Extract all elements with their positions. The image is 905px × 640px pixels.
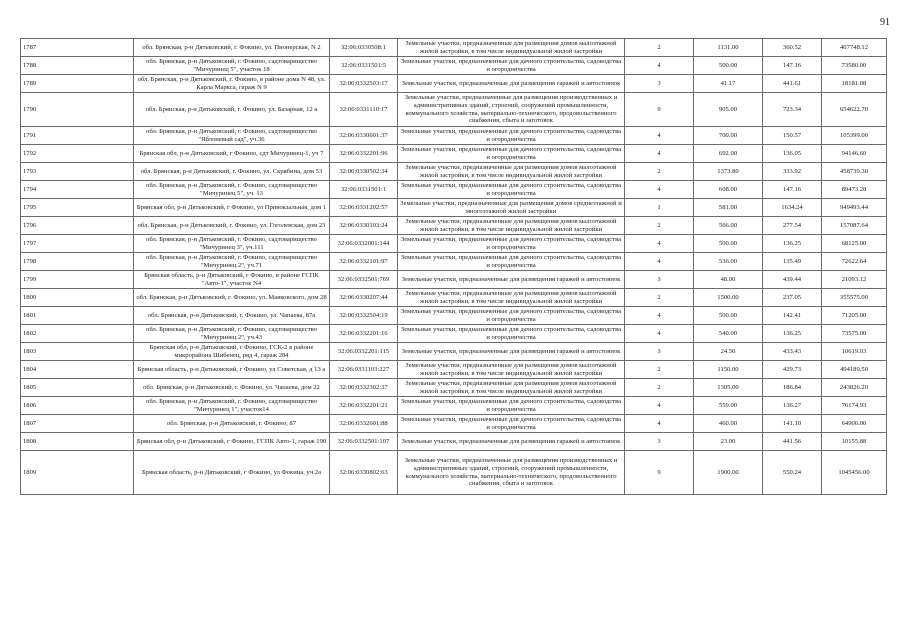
row-area: 24.50 [694, 343, 763, 361]
row-land-purpose: Земельные участки, предназначенные для размещения гаражей и автостоянок [398, 75, 625, 93]
row-cadastral-value: 94146.60 [822, 145, 887, 163]
row-number: 1801 [21, 307, 134, 325]
row-cadastral-value: 1045456.00 [822, 451, 887, 495]
row-address: обл. Брянская, р-н Дятьковский, г. Фокино, ул. Гоголевская, дом 23 [134, 217, 330, 235]
row-category: 4 [625, 325, 694, 343]
row-address: обл. Брянская, р-н Дятьковский, г. Фокино, садтоварищество "Мичуринец 2", уч.43 [134, 325, 330, 343]
row-number: 1792 [21, 145, 134, 163]
row-number: 1788 [21, 57, 134, 75]
row-land-purpose: Земельные участки, предназначенные для дачного строительства, садоводства и огородничества [398, 57, 625, 75]
row-cadastral-number: 32:06:0332601:88 [330, 415, 398, 433]
row-address: обл. Брянская, р-н Дятьковский, г. Фокино, садтоварищество "Мичуринец 5", уч. 13 [134, 181, 330, 199]
row-area: 1131.00 [694, 39, 763, 57]
row-cadastral-number: 32:06:0330802:63 [330, 451, 398, 495]
table-row [21, 289, 887, 307]
row-area: 566.00 [694, 217, 763, 235]
row-cadastral-value: 407748.12 [822, 39, 887, 57]
row-category: 2 [625, 163, 694, 181]
row-land-purpose: Земельные участки, предназначенные для размещения производственных и административных зданий, строений, сооружений промышленности, коммунального хозяйства, материально-технического, продовольственного снабжения, сбыта и заготовок [398, 93, 625, 127]
row-land-purpose: Земельные участки, предназначенные для размещения гаражей и автостоянок [398, 343, 625, 361]
row-land-purpose: Земельные участки, предназначенные для размещения домов малоэтажной жилой застройки, в том числе индивидуальной жилой застройки [398, 163, 625, 181]
row-cadastral-value: 458739.30 [822, 163, 887, 181]
row-unit-value: 136.05 [763, 145, 822, 163]
row-number: 1805 [21, 379, 134, 397]
row-category: 2 [625, 361, 694, 379]
row-category: 9 [625, 451, 694, 495]
row-address: обл. Брянская, р-н Дятьковский, г. Фокино, ул. Чапаева, дом 22 [134, 379, 330, 397]
row-number: 1791 [21, 127, 134, 145]
row-address: Брянская область, р-н Дятьковский, г Фокино, в районе ГСПК "Авто-1", участок N4 [134, 271, 330, 289]
row-cadastral-value: 243826.20 [822, 379, 887, 397]
row-cadastral-value: 10155.88 [822, 433, 887, 451]
row-number: 1802 [21, 325, 134, 343]
row-area: 500.00 [694, 235, 763, 253]
row-category: 9 [625, 93, 694, 127]
row-unit-value: 237.05 [763, 289, 822, 307]
table-row [21, 325, 887, 343]
page-number: 91 [880, 17, 890, 28]
row-unit-value: 141.10 [763, 415, 822, 433]
row-area: 700.00 [694, 127, 763, 145]
row-category: 4 [625, 397, 694, 415]
row-area: 608.00 [694, 181, 763, 199]
table-row [21, 361, 887, 379]
row-cadastral-number: 32:06:0332201:16 [330, 325, 398, 343]
row-land-purpose: Земельные участки, предназначенные для дачного строительства, садоводства и огородничества [398, 397, 625, 415]
row-cadastral-number: 32:06:0332001:144 [330, 235, 398, 253]
table-row [21, 415, 887, 433]
row-area: 536.00 [694, 253, 763, 271]
table-row [21, 253, 887, 271]
row-cadastral-value: 73580.00 [822, 57, 887, 75]
row-area: 500.00 [694, 307, 763, 325]
row-cadastral-number: 32:06:0330207:44 [330, 289, 398, 307]
table-row [21, 93, 887, 127]
row-cadastral-number: 32:06:0331103:227 [330, 361, 398, 379]
row-unit-value: 429.73 [763, 361, 822, 379]
row-address: обл. Брянская, р-н Дятьковский, г. Фокино, ул. Чапаева, 87а [134, 307, 330, 325]
row-area: 500.00 [694, 57, 763, 75]
table-row [21, 379, 887, 397]
row-unit-value: 150.57 [763, 127, 822, 145]
row-number: 1807 [21, 415, 134, 433]
row-number: 1793 [21, 163, 134, 181]
row-area: 1900.00 [694, 451, 763, 495]
row-area: 1373.80 [694, 163, 763, 181]
row-land-purpose: Земельные участки, предназначенные для размещения домов малоэтажной жилой застройки, в том числе индивидуальной жилой застройки [398, 379, 625, 397]
row-cadastral-number: 32:06:0332201:21 [330, 397, 398, 415]
row-cadastral-number: 32:06:0332201:96 [330, 145, 398, 163]
row-land-purpose: Земельные участки, предназначенные для размещения гаражей и автостоянок [398, 271, 625, 289]
row-cadastral-number: 32:06:0332501:769 [330, 271, 398, 289]
row-category: 2 [625, 217, 694, 235]
row-unit-value: 147.16 [763, 57, 822, 75]
row-category: 4 [625, 181, 694, 199]
row-land-purpose: Земельные участки, предназначенные для размещения домов малоэтажной жилой застройки, в том числе индивидуальной жилой застройки [398, 39, 625, 57]
row-area: 460.00 [694, 415, 763, 433]
row-land-purpose: Земельные участки, предназначенные для размещения производственных и административных зданий, строений, сооружений промышленности, коммунального хозяйства, материально-технического, продовольственного снабжения, сбыта и заготовок [398, 451, 625, 495]
row-land-purpose: Земельные участки, предназначенные для дачного строительства, садоводства и огородничества [398, 181, 625, 199]
table-body [21, 39, 887, 495]
row-number: 1799 [21, 271, 134, 289]
row-address: обл. Брянская, р-н Дятьковский, г. Фокино, ул. Маяковского, дом 28 [134, 289, 330, 307]
row-unit-value: 147.16 [763, 181, 822, 199]
row-address: Брянская обл, р-н Дятьковский, г Фокино, ул Привокзальная, дом 1 [134, 199, 330, 217]
row-number: 1809 [21, 451, 134, 495]
row-category: 1 [625, 199, 694, 217]
row-address: Брянская область, р-н Дятьковский, г Фокино, ул Советская, д 13 а [134, 361, 330, 379]
row-number: 1804 [21, 361, 134, 379]
row-area: 1150.00 [694, 361, 763, 379]
row-address: обл. Брянская, р-н Дятьковский, г. Фокино, садтоварищество "Мичуринец 3", уч.111 [134, 235, 330, 253]
row-cadastral-value: 157087.64 [822, 217, 887, 235]
table-row [21, 397, 887, 415]
row-cadastral-number: 32:06:0331110:17 [330, 93, 398, 127]
row-area: 559.00 [694, 397, 763, 415]
row-land-purpose: Земельные участки, предназначенные для размещения домов малоэтажной жилой застройки, в том числе индивидуальной жилой застройки [398, 289, 625, 307]
row-category: 4 [625, 57, 694, 75]
row-number: 1787 [21, 39, 134, 57]
row-number: 1806 [21, 397, 134, 415]
row-category: 4 [625, 127, 694, 145]
row-land-purpose: Земельные участки, предназначенные для размещения домов малоэтажной жилой застройки, в том числе индивидуальной жилой застройки [398, 217, 625, 235]
row-land-purpose: Земельные участки, предназначенные для размещения домов малоэтажной жилой застройки, в том числе индивидуальной жилой застройки [398, 361, 625, 379]
row-address: Брянская обл, р-н Дятьковский, г Фокино, ГСК-2 в районе микрорайона Шибенец, ряд 4, гараж 284 [134, 343, 330, 361]
row-cadastral-number: 32:06:0332302:37 [330, 379, 398, 397]
table-row [21, 343, 887, 361]
row-land-purpose: Земельные участки, предназначенные для дачного строительства, садоводства и огородничества [398, 253, 625, 271]
row-cadastral-number: 32:06:0330103:24 [330, 217, 398, 235]
row-number: 1789 [21, 75, 134, 93]
row-category: 3 [625, 271, 694, 289]
table-row [21, 181, 887, 199]
row-unit-value: 1634.24 [763, 199, 822, 217]
row-cadastral-number: 32:06:0330601:37 [330, 127, 398, 145]
row-number: 1796 [21, 217, 134, 235]
table-row [21, 235, 887, 253]
row-number: 1798 [21, 253, 134, 271]
row-cadastral-value: 68125.00 [822, 235, 887, 253]
row-number: 1790 [21, 93, 134, 127]
row-address: Брянская область, р-н Дятьковский, г Фокино, ул Фокина, уч 2а [134, 451, 330, 495]
row-unit-value: 277.54 [763, 217, 822, 235]
row-category: 3 [625, 343, 694, 361]
row-cadastral-value: 89473.28 [822, 181, 887, 199]
row-cadastral-value: 71205.00 [822, 307, 887, 325]
table-row [21, 57, 887, 75]
table-row [21, 307, 887, 325]
row-cadastral-number: 32:06:0331501:5 [330, 57, 398, 75]
row-unit-value: 441.56 [763, 433, 822, 451]
row-unit-value: 136.25 [763, 235, 822, 253]
row-area: 1305.00 [694, 379, 763, 397]
row-cadastral-value: 76174.93 [822, 397, 887, 415]
row-category: 4 [625, 145, 694, 163]
row-cadastral-number: 32:06:0331501:1 [330, 181, 398, 199]
row-address: обл. Брянская, р-н Дятьковский, г. Фокино, ул. Пионерская, N 2 [134, 39, 330, 57]
row-area: 905.00 [694, 93, 763, 127]
table-row [21, 433, 887, 451]
row-land-purpose: Земельные участки, предназначенные для дачного строительства, садоводства и огородничества [398, 325, 625, 343]
row-category: 4 [625, 253, 694, 271]
row-area: 41.17 [694, 75, 763, 93]
row-category: 2 [625, 39, 694, 57]
row-cadastral-number: 32:06:0330502:34 [330, 163, 398, 181]
row-cadastral-value: 73575.00 [822, 325, 887, 343]
row-address: обл. Брянская, р-н Дятьковский, г. Фокино, в районе дома N 48, ул. Карла Маркса, гараж N 9 [134, 75, 330, 93]
row-cadastral-value: 105399.00 [822, 127, 887, 145]
table-row [21, 127, 887, 145]
table-row [21, 199, 887, 217]
row-category: 3 [625, 433, 694, 451]
row-land-purpose: Земельные участки, предназначенные для дачного строительства, садоводства и огородничества [398, 127, 625, 145]
row-land-purpose: Земельные участки, предназначенные для дачного строительства, садоводства и огородничества [398, 145, 625, 163]
row-area: 581.00 [694, 199, 763, 217]
row-address: обл. Брянская, р-н Дятьковский, г. Фокино, садтоварищество "Мичуринец 5", участок 18 [134, 57, 330, 75]
row-unit-value: 136.27 [763, 397, 822, 415]
row-cadastral-number: 32:06:0332101:97 [330, 253, 398, 271]
row-land-purpose: Земельные участки, предназначенные для размещения домов среднеэтажной и многоэтажной жилой застройки [398, 199, 625, 217]
row-cadastral-number: 32:06:0332501:107 [330, 433, 398, 451]
row-cadastral-number: 32:06:0332503:17 [330, 75, 398, 93]
table-row [21, 271, 887, 289]
row-unit-value: 723.34 [763, 93, 822, 127]
row-address: обл. Брянская, р-н Дятьковский, г. Фокино, садтоварищество "Мичуринец 1", участок14 [134, 397, 330, 415]
row-unit-value: 333.92 [763, 163, 822, 181]
row-land-purpose: Земельные участки, предназначенные для дачного строительства, садоводства и огородничества [398, 307, 625, 325]
row-unit-value: 135.49 [763, 253, 822, 271]
row-category: 4 [625, 307, 694, 325]
row-area: 1500.00 [694, 289, 763, 307]
row-category: 4 [625, 235, 694, 253]
table-row [21, 217, 887, 235]
row-land-purpose: Земельные участки, предназначенные для дачного строительства, садоводства и огородничества [398, 415, 625, 433]
row-cadastral-number: 32:06:0331202:57 [330, 199, 398, 217]
row-address: обл. Брянская, р-н Дятьковский, г. Фокино, 87 [134, 415, 330, 433]
row-cadastral-value: 64906.00 [822, 415, 887, 433]
row-cadastral-number: 32:06:0332201:115 [330, 343, 398, 361]
table-row [21, 145, 887, 163]
row-cadastral-value: 949493.44 [822, 199, 887, 217]
row-category: 2 [625, 289, 694, 307]
table-row [21, 75, 887, 93]
row-unit-value: 433.43 [763, 343, 822, 361]
row-category: 4 [625, 415, 694, 433]
row-unit-value: 439.44 [763, 271, 822, 289]
row-number: 1794 [21, 181, 134, 199]
cadastral-value-table [20, 38, 887, 495]
row-cadastral-value: 654622.70 [822, 93, 887, 127]
table-row [21, 451, 887, 495]
row-number: 1795 [21, 199, 134, 217]
row-address: Брянская обл, р-н Дятьковский, г Фокино, сдт Мичуринец-1, уч 7 [134, 145, 330, 163]
row-land-purpose: Земельные участки, предназначенные для дачного строительства, садоводства и огородничества [398, 235, 625, 253]
row-area: 692.00 [694, 145, 763, 163]
row-cadastral-value: 18181.08 [822, 75, 887, 93]
row-unit-value: 441.61 [763, 75, 822, 93]
row-category: 2 [625, 379, 694, 397]
row-address: обл. Брянская, р-н Дятьковский, г. Фокино, ул. Базарная, 12 а [134, 93, 330, 127]
row-cadastral-value: 72622.64 [822, 253, 887, 271]
table-row [21, 39, 887, 57]
row-number: 1808 [21, 433, 134, 451]
row-cadastral-value: 21093.12 [822, 271, 887, 289]
row-unit-value: 136.25 [763, 325, 822, 343]
row-address: Брянская обл, р-н Дятьковский, г Фокино, ГСПК Авто-1, гараж 190 [134, 433, 330, 451]
row-address: обл. Брянская, р-н Дятьковский, г. Фокино, садтоварищество "Яблоневый сад", уч.36 [134, 127, 330, 145]
row-cadastral-value: 355575.00 [822, 289, 887, 307]
row-unit-value: 550.24 [763, 451, 822, 495]
row-cadastral-number: 32:06:0332504:19 [330, 307, 398, 325]
row-cadastral-number: 32:06:0330508:1 [330, 39, 398, 57]
row-address: обл. Брянская, р-н Дятьковский, г. Фокино, ул. Скрябина, дом 53 [134, 163, 330, 181]
row-area: 23.00 [694, 433, 763, 451]
row-cadastral-value: 494189.50 [822, 361, 887, 379]
row-area: 540.00 [694, 325, 763, 343]
row-unit-value: 360.52 [763, 39, 822, 57]
row-land-purpose: Земельные участки, предназначенные для размещения гаражей и автостоянок [398, 433, 625, 451]
row-area: 48.00 [694, 271, 763, 289]
row-number: 1800 [21, 289, 134, 307]
row-unit-value: 142.41 [763, 307, 822, 325]
row-number: 1797 [21, 235, 134, 253]
row-address: обл. Брянская, р-н Дятьковский, г. Фокино, садтоварищество "Мичуринец 2", уч.71 [134, 253, 330, 271]
row-cadastral-value: 10619.03 [822, 343, 887, 361]
row-category: 3 [625, 75, 694, 93]
row-unit-value: 186.84 [763, 379, 822, 397]
table-row [21, 163, 887, 181]
row-number: 1803 [21, 343, 134, 361]
